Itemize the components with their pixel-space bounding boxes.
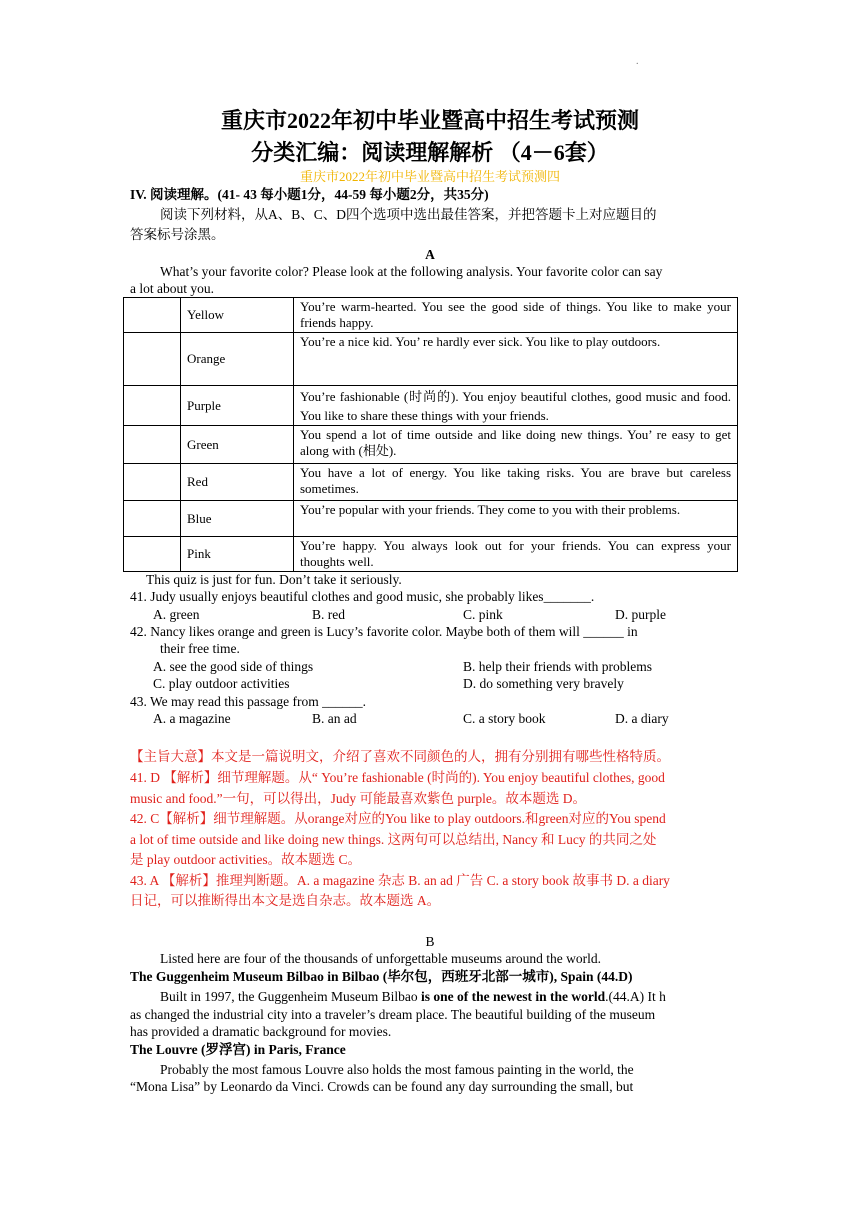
analysis-43-line1: 43. A 【解析】推理判断题。A. a magazine 杂志 B. an ad 广告 C. a story book 故事书 D. a diary [130,873,670,888]
page-title-line2: 分类汇编：阅读理解解析 （4－6套） [251,140,609,165]
color-personality-table [123,297,738,572]
table-empty-cell [124,501,181,537]
p1-text-bold: is one of the newest in the world [420,989,606,1004]
p1-text-a: Built in 1997, the Guggenheim Museum Bilbao [160,989,421,1004]
table-empty-cell [124,537,181,572]
passage-b-label: B [425,934,435,949]
table-empty-cell [124,464,181,501]
q43-option-a: A. a magazine [153,711,231,726]
section-heading: IV. 阅读理解。(41- 43 每小题1分，44-59 每小题2分，共35分) [130,187,489,202]
table-row [124,537,738,572]
q42-option-d: D. do something very bravely [463,676,624,691]
q41-option-b: B. red [312,607,345,622]
passage-b-p2-line2: “Mona Lisa” by Leonardo da Vinci. Crowds can be found any day surrounding the small, but [130,1079,634,1094]
analysis-41-line1: 41. D 【解析】细节理解题。从“ You’re fashionable (时尚的). You enjoy beautiful clothes, good [130,770,665,785]
table-row [124,426,738,464]
description-cell: You’re warm-hearted. You see the good side of things. You like to make your friends happy. [294,298,738,333]
description-cell: You spend a lot of time outside and like doing new things. You’ re easy to get along with (相处). [294,426,738,464]
question-41: 41. Judy usually enjoys beautiful clothes and good music, she probably likes_______. [130,589,595,604]
q42-option-a: A. see the good side of things [153,659,314,674]
q43-option-d: D. a diary [615,711,669,726]
page-title-line1: 重庆市2022年初中毕业暨高中招生考试预测 [220,108,639,133]
q43-option-b: B. an ad [312,711,357,726]
q41-option-a: A. green [153,607,200,622]
exam-subtitle: 重庆市2022年初中毕业暨高中招生考试预测四 [299,169,560,184]
color-cell: Orange [181,333,294,386]
question-42-line1: 42. Nancy likes orange and green is Lucy’s favorite color. Maybe both of them will ______ in [130,624,638,639]
q41-option-d: D. purple [615,607,666,622]
passage-b-p1-line3: has provided a dramatic background for movies. [130,1024,392,1039]
instructions-line1: 阅读下列材料，从A、B、C、D四个选项中选出最佳答案，并把答题卡上对应题目的 [160,207,657,222]
table-row [124,298,738,333]
analysis-42-line1: 42. C【解析】细节理解题。从orange对应的You like to play outdoors.和green对应的You spend [130,811,666,826]
table-row [124,464,738,501]
passage-b-intro: Listed here are four of the thousands of unforgettable museums around the world. [160,951,602,966]
description-cell: You’re popular with your friends. They come to you with their problems. [294,501,738,537]
passage-b-p2-line1: Probably the most famous Louvre also holds the most famous painting in the world, the [160,1062,634,1077]
instructions-line2: 答案标号涂黑。 [130,227,225,242]
q42-option-c: C. play outdoor activities [153,676,290,691]
color-cell: Pink [181,537,294,572]
header-dot: . [636,56,639,67]
passage-b-p1-line1 [160,988,764,1005]
analysis-42-line2: a lot of time outside and like doing new things. 这两句可以总结出, Nancy 和 Lucy 的共同之处 [130,832,657,847]
analysis-42-line3: 是 play outdoor activities。故本题选 C。 [130,852,361,867]
table-empty-cell [124,333,181,386]
passage-a-intro-line1: What’s your favorite color? Please look at the following analysis. Your favorite color can say [160,264,663,279]
color-cell: Red [181,464,294,501]
q41-option-c: C. pink [463,607,503,622]
table-empty-cell [124,298,181,333]
color-cell: Blue [181,501,294,537]
question-42-line2: their free time. [160,641,240,656]
color-cell: Green [181,426,294,464]
quiz-closing-note: This quiz is just for fun. Don’t take it seriously. [146,572,402,587]
p1-text-c: .(44.A) It h [605,989,666,1004]
description-cell: You’re happy. You always look out for your friends. You can express your thoughts well. [294,537,738,572]
table-empty-cell [124,426,181,464]
question-43: 43. We may read this passage from ______. [130,694,366,709]
table-row [124,333,738,386]
passage-b-heading-louvre: The Louvre (罗浮宫) in Paris, France [130,1042,346,1057]
analysis-main-idea: 【主旨大意】本文是一篇说明文，介绍了喜欢不同颜色的人，拥有分别拥有哪些性格特质。 [130,749,670,764]
passage-b-heading-guggenheim: The Guggenheim Museum Bilbao in Bilbao (毕尔包，西班牙北部一城市), Spain (44.D) [130,969,633,984]
color-cell: Yellow [181,298,294,333]
passage-b-p1-line2: as changed the industrial city into a traveler’s dream place. The beautiful building of the museum [130,1007,656,1022]
description-cell: You have a lot of energy. You like taking risks. You are brave but careless sometimes. [294,464,738,501]
q43-option-c: C. a story book [463,711,546,726]
analysis-43-line2: 日记，可以推断得出本文是选自杂志。故本题选 A。 [130,893,441,908]
table-empty-cell [124,386,181,426]
description-cell: You’re a nice kid. You’ re hardly ever sick. You like to play outdoors. [294,333,738,386]
q42-option-b: B. help their friends with problems [463,659,652,674]
description-cell: You’re fashionable (时尚的). You enjoy beautiful clothes, good music and food. You like to share these things with your friends. [294,386,738,426]
passage-a-intro-line2: a lot about you. [130,281,214,296]
passage-a-label: A [425,247,435,262]
analysis-41-line2: music and food.”一句，可以得出，Judy 可能最喜欢紫色 purple。故本题选 D。 [130,791,586,806]
table-row [124,386,738,426]
color-cell: Purple [181,386,294,426]
table-row [124,501,738,537]
